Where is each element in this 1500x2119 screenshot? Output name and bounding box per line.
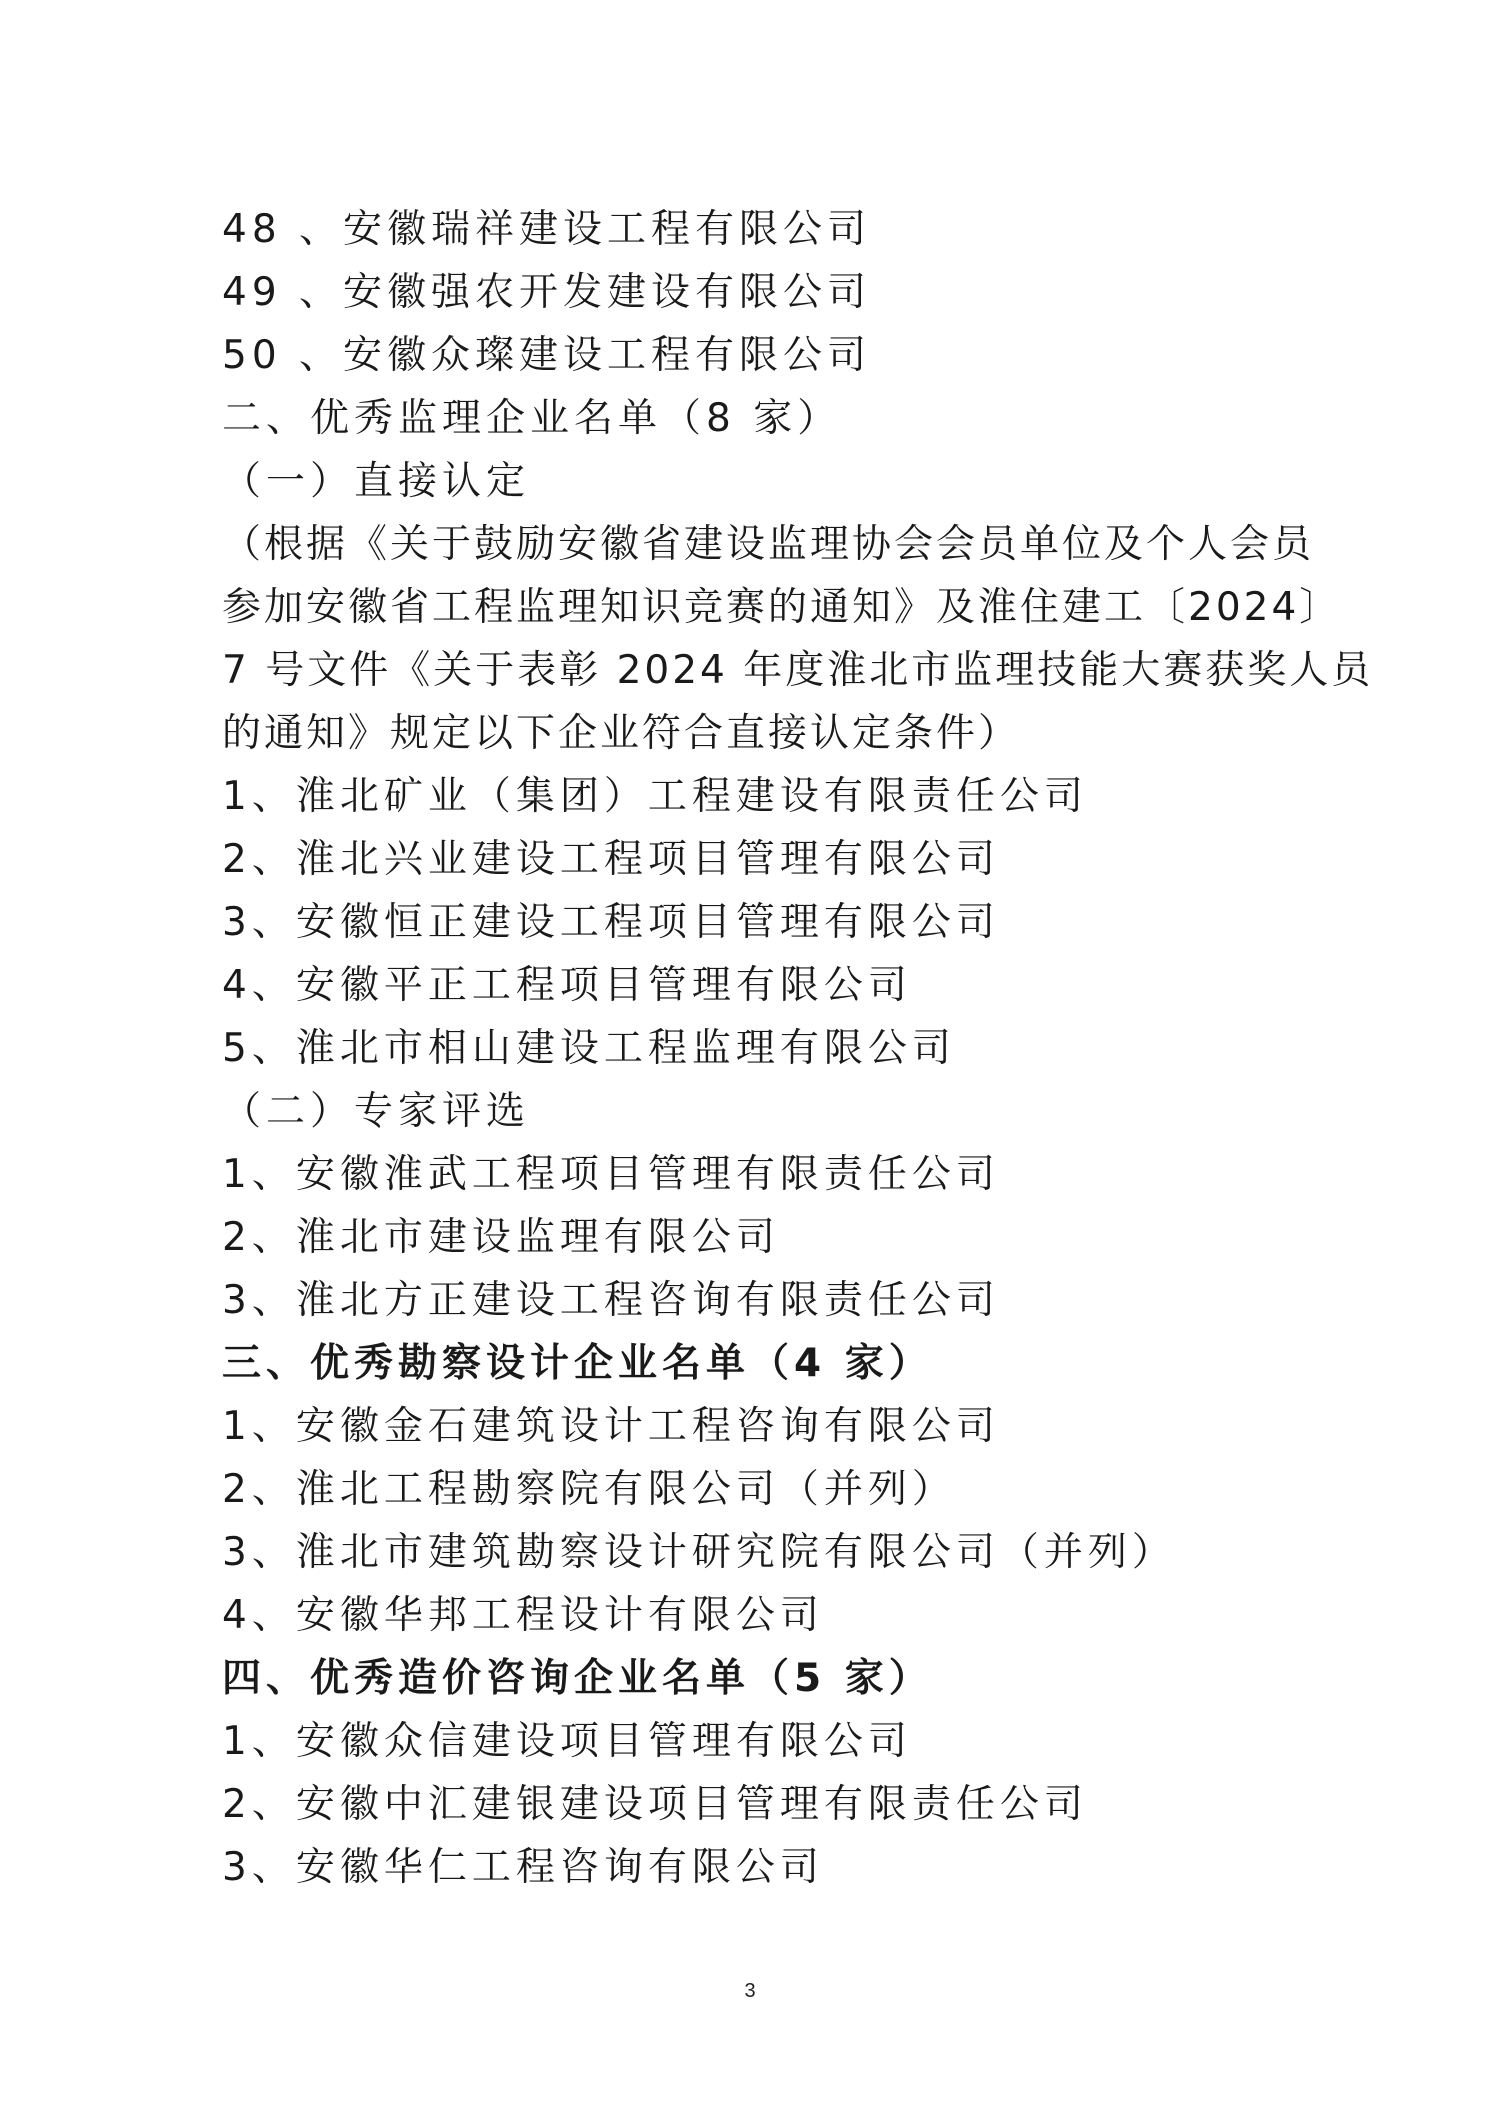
list-item-50: 50 、安徽众璨建设工程有限公司	[222, 333, 872, 378]
list-item: 4、安徽华邦工程设计有限公司	[222, 1593, 824, 1638]
subheading-direct-recognition: （一）直接认定	[222, 459, 531, 504]
list-item: 3、淮北方正建设工程咨询有限责任公司	[222, 1278, 1000, 1323]
section-heading-supervision: 二、优秀监理企业名单（8 家）	[222, 396, 842, 441]
list-item: 1、淮北矿业（集团）工程建设有限责任公司	[222, 774, 1088, 819]
list-item: 1、安徽众信建设项目管理有限公司	[222, 1719, 912, 1764]
paragraph-line: 7 号文件《关于表彰 2024 年度淮北市监理技能大赛获奖人员	[222, 648, 1374, 693]
paragraph-line: 参加安徽省工程监理知识竞赛的通知》及淮住建工〔2024〕	[222, 585, 1342, 630]
section-heading-survey-design: 三、优秀勘察设计企业名单（4 家）	[222, 1341, 933, 1386]
list-item: 3、淮北市建筑勘察设计研究院有限公司（并列）	[222, 1530, 1176, 1575]
section-heading-cost-consulting: 四、优秀造价咨询企业名单（5 家）	[222, 1656, 933, 1701]
list-item: 5、淮北市相山建设工程监理有限公司	[222, 1026, 956, 1071]
list-item: 2、安徽中汇建银建设项目管理有限责任公司	[222, 1782, 1088, 1827]
list-item: 3、安徽华仁工程咨询有限公司	[222, 1845, 824, 1890]
subheading-expert-review: （二）专家评选	[222, 1089, 531, 1134]
list-item-49: 49 、安徽强农开发建设有限公司	[222, 270, 872, 315]
list-item: 4、安徽平正工程项目管理有限公司	[222, 963, 912, 1008]
list-item: 2、淮北市建设监理有限公司	[222, 1215, 780, 1260]
paragraph-line: 的通知》规定以下企业符合直接认定条件）	[222, 711, 1021, 756]
list-item: 1、安徽金石建筑设计工程咨询有限公司	[222, 1404, 1000, 1449]
list-item: 2、淮北工程勘察院有限公司（并列）	[222, 1467, 956, 1512]
list-item: 3、安徽恒正建设工程项目管理有限公司	[222, 900, 1000, 945]
list-item: 2、淮北兴业建设工程项目管理有限公司	[222, 837, 1000, 882]
list-item: 1、安徽淮武工程项目管理有限责任公司	[222, 1152, 1000, 1197]
list-item-48: 48 、安徽瑞祥建设工程有限公司	[222, 207, 872, 252]
page-number: 3	[744, 1980, 756, 2002]
paragraph-line: （根据《关于鼓励安徽省建设监理协会会员单位及个人会员	[222, 522, 1315, 567]
